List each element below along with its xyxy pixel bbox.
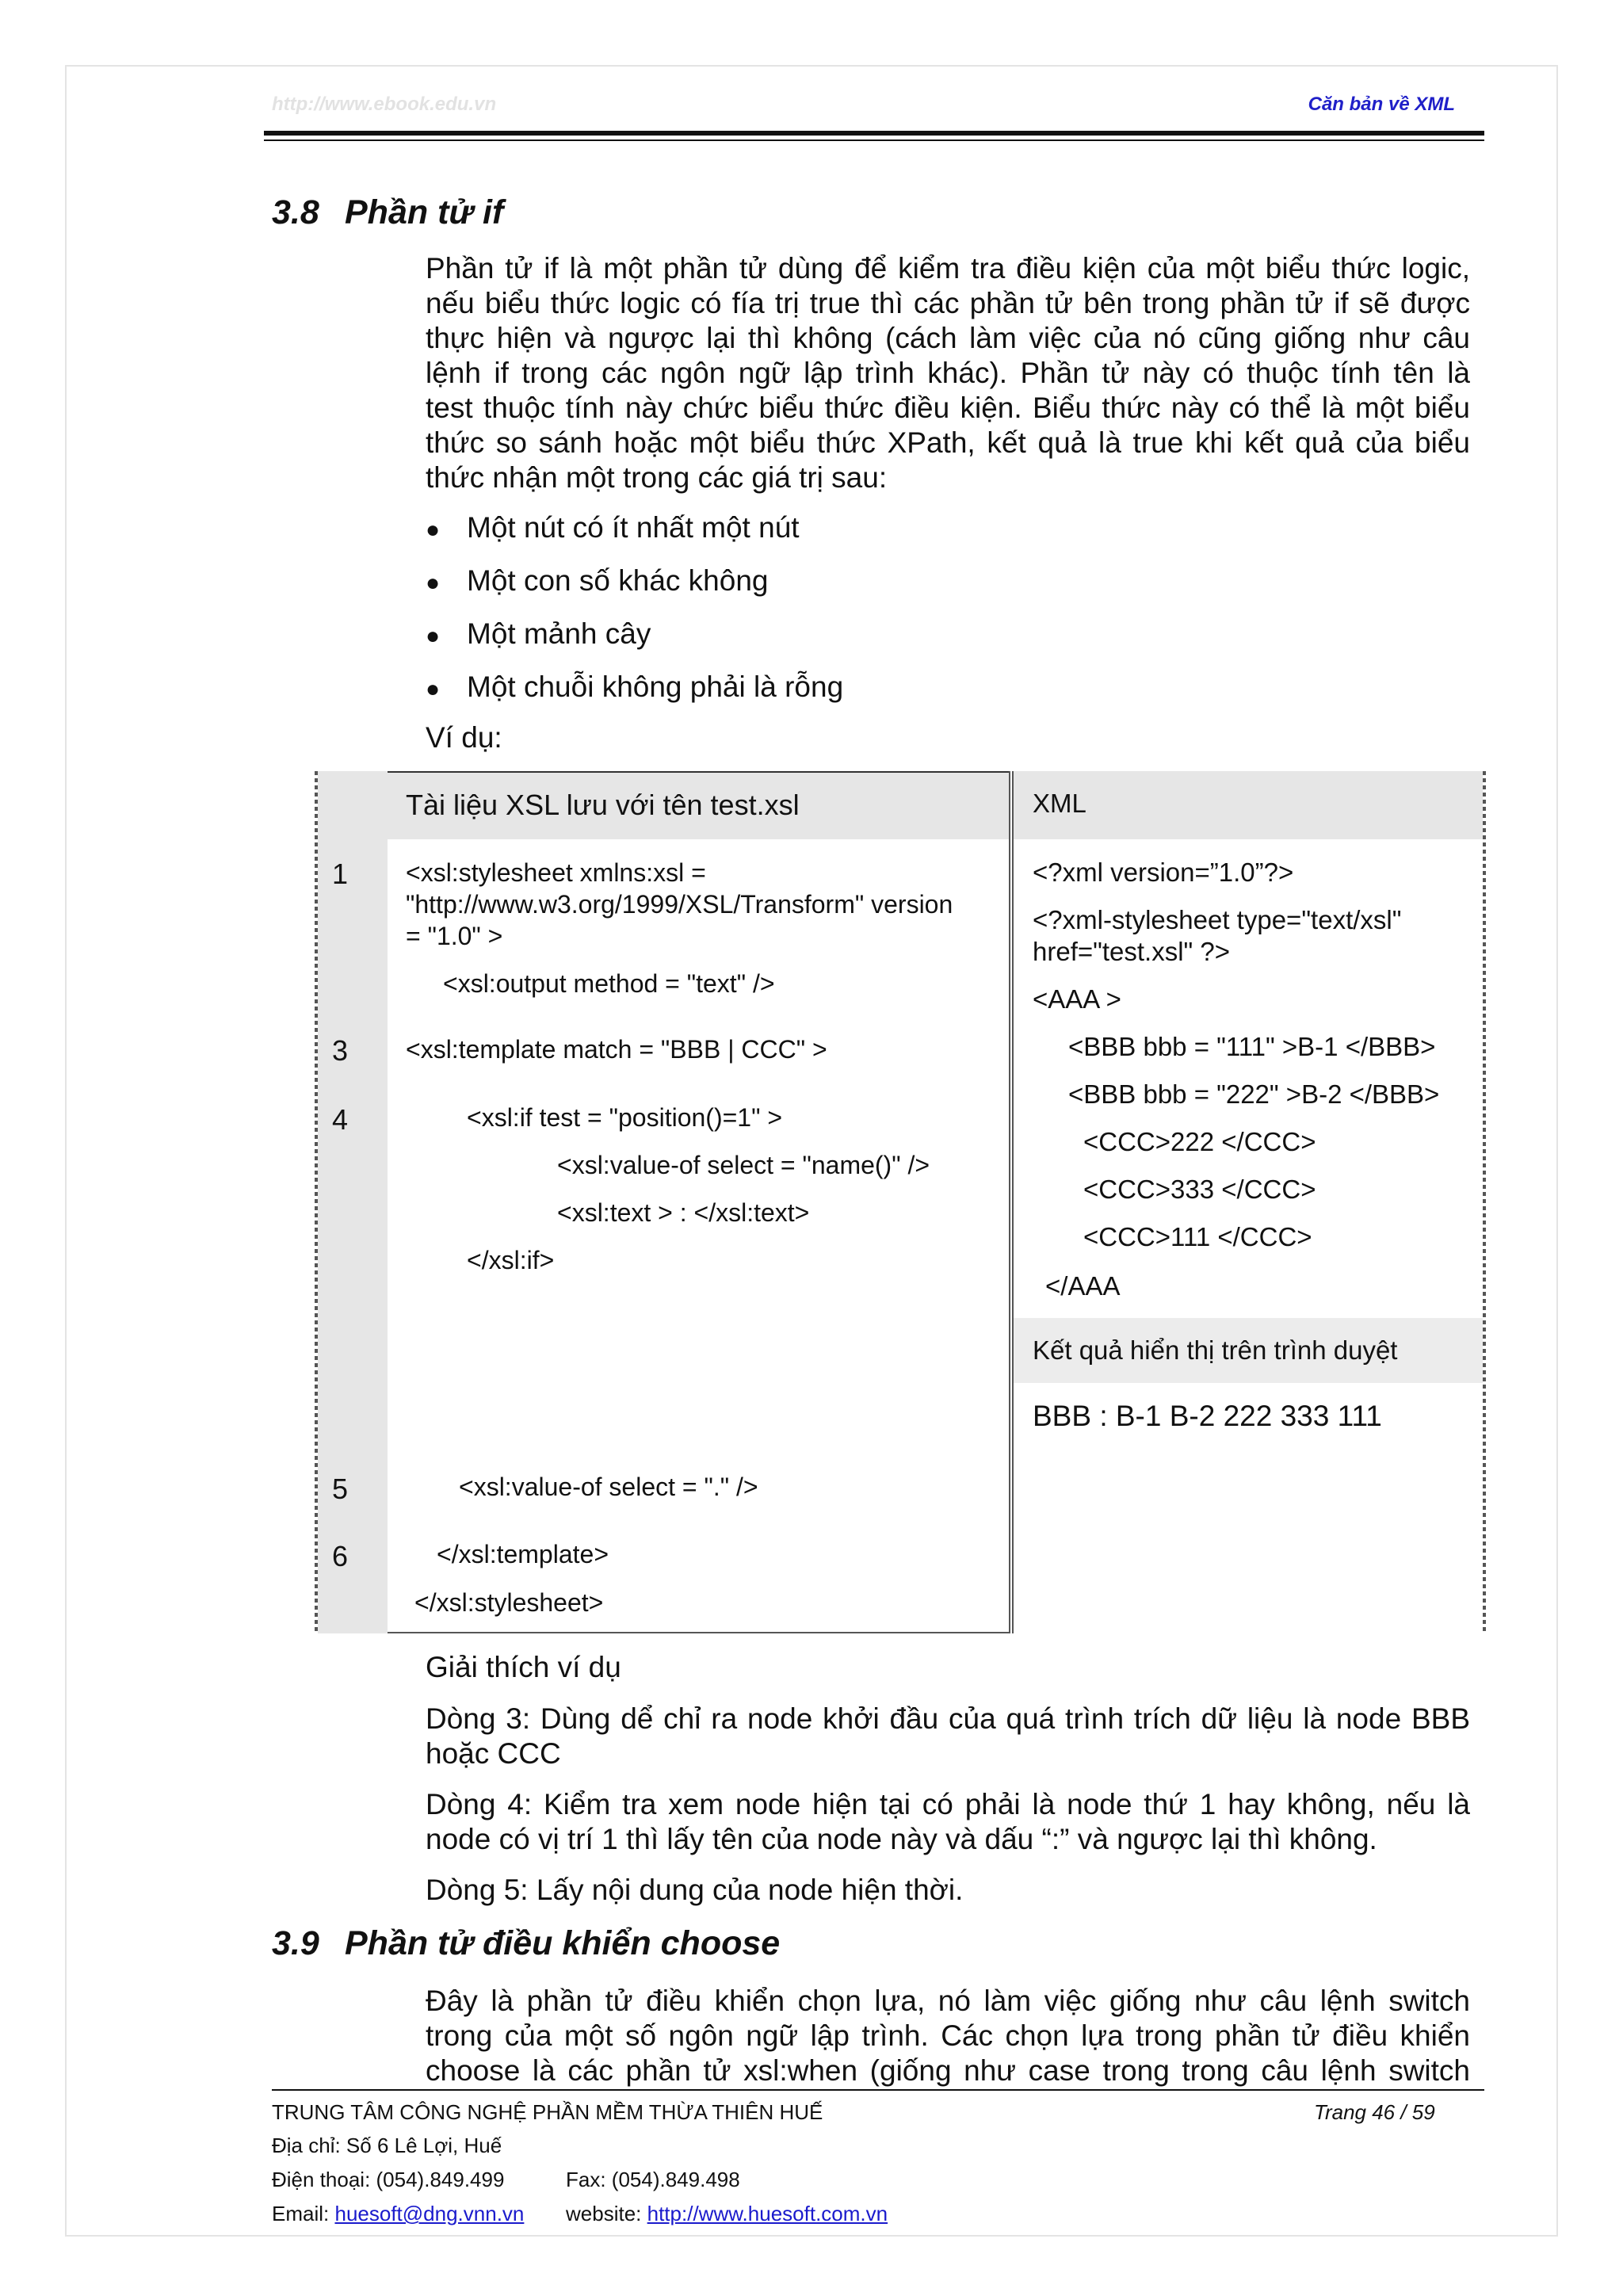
table-left-border (315, 771, 318, 1633)
line-number: 5 (332, 1473, 349, 1505)
paragraph-line: thức so sánh hoặc một biểu thức XPath, kết quả là true khi kết quả của biểu (426, 426, 1470, 459)
paragraph-line: hoặc CCC (426, 1737, 561, 1770)
header-rule (264, 131, 1484, 136)
bullet-item (426, 563, 769, 601)
code-line: <xsl:value-of select = "name()" /> (557, 1151, 930, 1179)
column-divider (1009, 771, 1014, 1633)
footer-website (566, 2202, 888, 2226)
section-number: 3.9 (272, 1924, 319, 1962)
line-number-gutter (318, 771, 388, 1633)
xml-line: <CCC>222 </CCC> (1083, 1127, 1316, 1156)
footer-phone: Điện thoại: (054).849.499 (272, 2168, 505, 2191)
footer-org: TRUNG TÂM CÔNG NGHỆ PHẦN MỀM THỪA THIÊN HUẾ (272, 2100, 823, 2124)
section-title: Phần tử điều khiển choose (345, 1924, 781, 1962)
section-3-8-heading (272, 193, 503, 232)
footer-rule (272, 2089, 1484, 2091)
footer-website-label: website: (566, 2202, 642, 2225)
bullet-icon: ● (426, 623, 441, 649)
footer-email (272, 2202, 524, 2226)
code-line: <xsl:stylesheet xmlns:xsl = (406, 858, 706, 887)
bullet-text: Một con số khác không (467, 564, 769, 597)
code-line: </xsl:stylesheet> (414, 1588, 604, 1617)
bullet-item (426, 510, 800, 548)
xml-line: </AAA (1045, 1271, 1121, 1301)
line-number: 6 (332, 1540, 349, 1572)
result-header: Kết quả hiển thị trên trình duyệt (1033, 1335, 1398, 1365)
section-title: Phần tử if (345, 193, 504, 231)
paragraph-line: node có vị trí 1 thì lấy tên của node này và dấu “:” và ngược lại thì không. (426, 1823, 1377, 1855)
footer-page-number: Trang 46 / 59 (1314, 2100, 1435, 2124)
footer-website-link[interactable]: http://www.huesoft.com.vn (647, 2202, 888, 2225)
xml-line: <?xml-stylesheet type="text/xsl" (1033, 905, 1402, 934)
bullet-item (426, 617, 651, 654)
paragraph-line: Dòng 3: Dùng dể chỉ ra node khởi đầu của quá trình trích dữ liệu là node BBB (426, 1702, 1470, 1735)
xml-header: XML (1033, 789, 1086, 818)
xml-line: <?xml version=”1.0”?> (1033, 858, 1294, 887)
explanation-line-3 (426, 1702, 1470, 1771)
xml-line: <BBB bbb = "111" >B-1 </BBB> (1068, 1032, 1436, 1061)
bullet-text: Một chuỗi không phải là rỗng (467, 670, 844, 703)
header-rule-thin (264, 139, 1484, 141)
section-3-9-heading (272, 1924, 780, 1963)
paragraph-line: lệnh if trong các ngôn ngữ lập trình khác). Phần tử này có thuộc tính tên là (426, 357, 1470, 389)
paragraph-line: thực hiện và ngược lại thì không (cách làm việc của nó cũng giống như câu (426, 322, 1470, 354)
result-value: BBB : B-1 B-2 222 333 111 (1033, 1400, 1382, 1432)
line-number: 1 (332, 858, 349, 890)
paragraph-line: Đây là phần tử điều khiển chọn lựa, nó làm việc giống như câu lệnh switch (426, 1985, 1470, 2017)
code-line: </xsl:template> (437, 1540, 609, 1568)
example-table (315, 771, 1486, 1633)
header-title: Căn bản về XML (1308, 94, 1455, 115)
header-url: http://www.ebook.edu.vn (272, 94, 497, 115)
bullet-text: Một mảnh cây (467, 617, 651, 650)
paragraph-line: Phần tử if là một phần tử dùng để kiểm tra điều kiện của một biểu thức logic, (426, 252, 1470, 285)
example-label: Ví dụ: (426, 721, 502, 754)
code-line: </xsl:if> (467, 1246, 555, 1274)
section-number: 3.8 (272, 193, 319, 231)
xml-line: <CCC>111 </CCC> (1083, 1222, 1312, 1251)
line-number: 3 (332, 1034, 349, 1067)
code-line: <xsl:template match = "BBB | CCC" > (406, 1035, 827, 1064)
paragraph-line: test thuộc tính này chức biểu thức điều kiện. Biểu thức này có thể là một biểu (426, 392, 1470, 424)
bullet-item (426, 670, 843, 707)
code-line: <xsl:text > : </xsl:text> (557, 1198, 810, 1227)
xml-line: <BBB bbb = "222" >B-2 </BBB> (1068, 1079, 1440, 1109)
code-line: <xsl:if test = "position()=1" > (467, 1103, 783, 1132)
code-line: <xsl:output method = "text" /> (443, 969, 775, 998)
explanation-line-4 (426, 1787, 1470, 1857)
section-3-9-paragraph (426, 1984, 1470, 2088)
xml-line: <AAA > (1033, 984, 1121, 1014)
xsl-header: Tài liệu XSL lưu với tên test.xsl (406, 789, 800, 821)
paragraph-line: nếu biểu thức logic có fía trị true thì các phần tử bên trong phần tử if sẽ được (426, 287, 1470, 319)
footer-email-link[interactable]: huesoft@dng.vnn.vn (334, 2202, 525, 2225)
bullet-icon: ● (426, 517, 441, 543)
footer-address: Địa chỉ: Số 6 Lê Lợi, Huế (272, 2134, 502, 2157)
paragraph-line: choose là các phần tử xsl:when (giống như case trong trong câu lệnh switch (426, 2054, 1470, 2087)
paragraph-line: trong của một số ngôn ngữ lập trình. Các chọn lựa trong phần tử điều khiển (426, 2019, 1470, 2052)
code-line: "http://www.w3.org/1999/XSL/Transform" version (406, 890, 953, 919)
section-3-8-paragraph (426, 251, 1470, 495)
footer-fax: Fax: (054).849.498 (566, 2168, 740, 2191)
explanation-title: Giải thích ví dụ (426, 1651, 621, 1683)
code-line: = "1.0" > (406, 922, 503, 950)
bullet-icon: ● (426, 676, 441, 702)
table-bottom-rule (388, 1632, 1009, 1633)
bullet-text: Một nút có ít nhất một nút (467, 511, 800, 544)
paragraph-line: Dòng 4: Kiểm tra xem node hiện tại có phải là node thứ 1 hay không, nếu là (426, 1788, 1470, 1820)
xml-line: <CCC>333 </CCC> (1083, 1175, 1316, 1204)
footer-email-label: Email: (272, 2202, 330, 2225)
code-line: <xsl:value-of select = "." /> (459, 1473, 758, 1501)
explanation-line-5: Dòng 5: Lấy nội dung của node hiện thời. (426, 1874, 964, 1906)
xml-line: href="test.xsl" ?> (1033, 937, 1231, 966)
line-number: 4 (332, 1103, 349, 1136)
bullet-icon: ● (426, 570, 441, 596)
paragraph-line: thức nhận một trong các giá trị sau: (426, 461, 888, 494)
table-right-border (1483, 771, 1486, 1633)
